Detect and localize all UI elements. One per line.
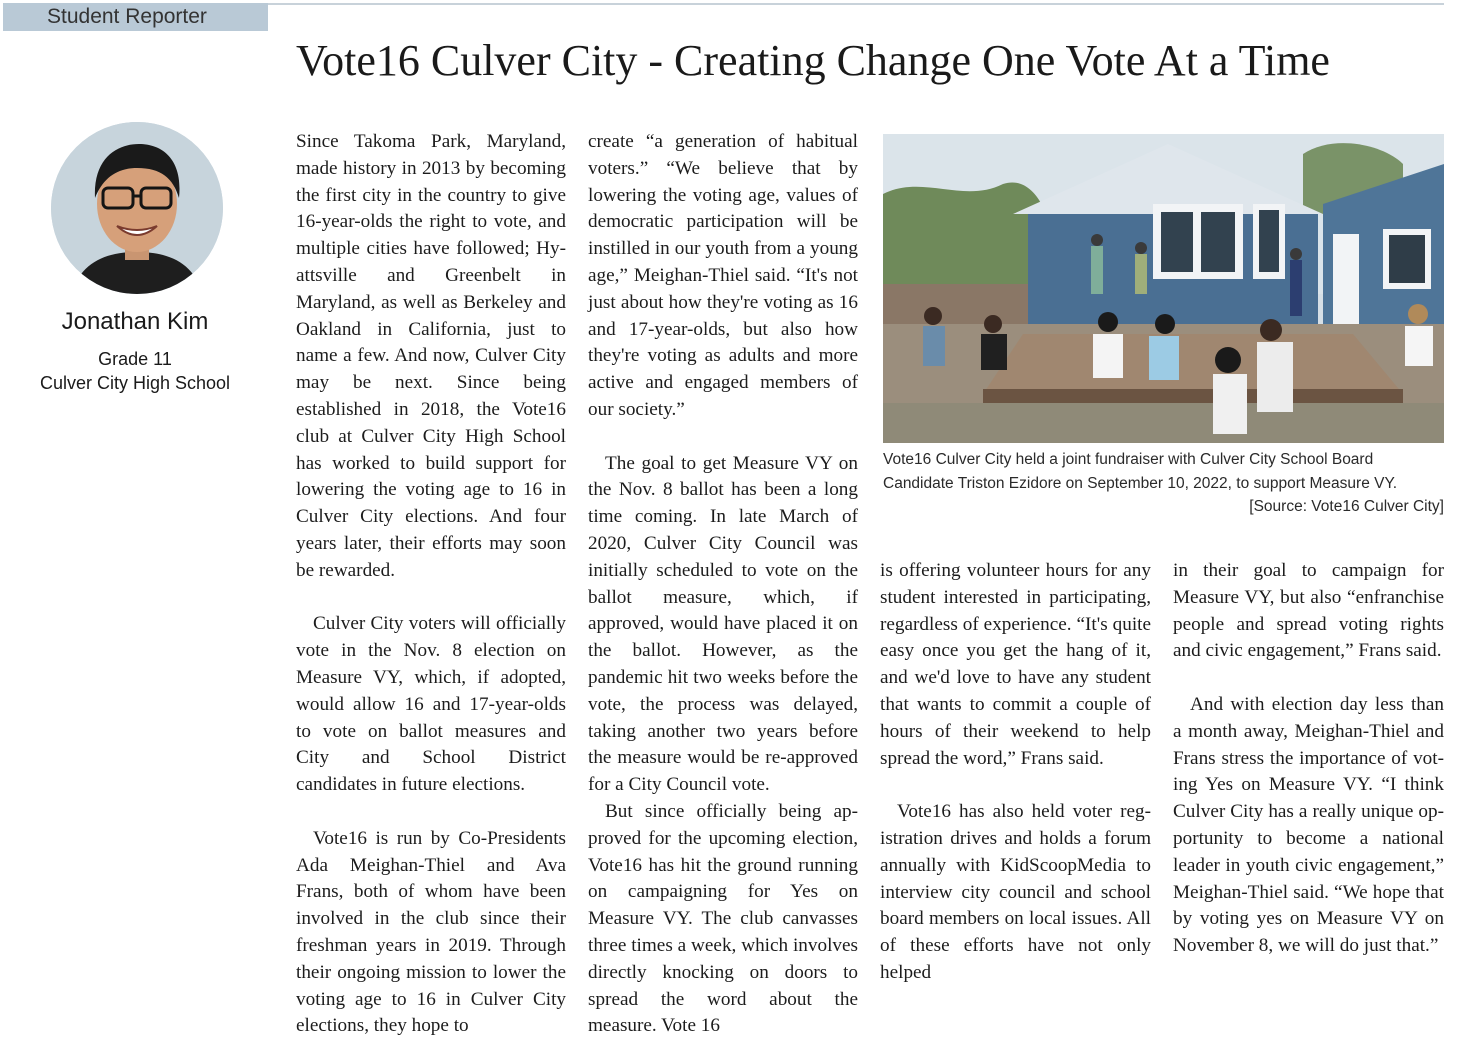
article-column-4 [1173,558,1444,960]
photo-caption: Vote16 Culver City held a joint fundraiser with Culver City School Board Candidate Triston Ezidore on September 10, 2022, to support Measure VY. [883,451,1398,492]
article-column-3 [880,558,1151,987]
article-paragraph: Vote16 has also held voter registration drives and holds a forum annually with KidScoopMedia to interview city council and school board members on local issues. All of these efforts have not only helped [880,801,1151,983]
author-grade: Grade 11 [98,349,172,369]
article-column-1 [296,129,566,1040]
article-paragraph: The goal to get Measure VY on the Nov. 8 ballot has been a long time coming. In late March of 2020, Culver City Council was initially scheduled to vote on the ballot measure, which, if approved, would have placed it on the ballot. However, as the pandemic hit two weeks before the vote, the process was delayed, taking another two years before the measure would be re-approved for a City Council vote. [588,452,858,796]
article-paragraph: Culver City voters will officially vote in the Nov. 8 election on Measure VY, which, if adopted, would allow 16 and 17-year-olds to vote on ballot measures and City and School District candidates in future elections. [296,613,566,796]
author-name: Jonathan Kim [61,308,209,335]
section-tag: Student Reporter [3,3,268,31]
author-photo [51,122,223,294]
article-paragraph: But since officially being approved for the upcoming election, Vote16 has hit the ground running on campaigning for Yes on Measure VY. The club canvasses three times a week, which involves directly knocking on doors to spread the word about the measure. Vote 16 [588,800,858,1037]
article-headline: Vote16 Culver City - Creating Change One Vote At a Time [296,36,1330,85]
article-paragraph: in their goal to campaign for Measure VY, but also “enfranchise people and spread voting rights and civic engagement,” Frans said. [1173,560,1444,662]
article-paragraph: And with election day less than a month away, Meighan-Thiel and Frans stress the importance of voting Yes on Measure VY. “I think Culver City has a really unique opportunity to become a national leader in youth civic engagement,” Meighan-Thiel said. “We hope that by voting yes on Measure VY on November 8, we will do just that.” [1173,693,1444,957]
fundraiser-photo [883,134,1444,443]
article-column-2 [588,129,858,1040]
article-paragraph: Since Takoma Park, Maryland, made history in 2013 by becoming the first city in the country to give 16-year-olds the right to vote, and multiple cities have followed; Hyattsville and Greenbelt in Maryland, as well as Berkeley and Oakland in California, just to name a few. And now, Culver City may be next. Since being established in 2018, the Vote16 club at Culver City High School has worked to build support for lowering the voting age to 16 in Culver City elections. And four years later, their efforts may soon be rewarded. [296,131,566,581]
article-paragraph: Vote16 is run by Co-Presidents Ada Meighan-Thiel and Ava Frans, both of whom have been involved in the club since their freshman years in 2019. Through their ongoing mission to lower the voting age to 16 in Culver City elections, they hope to [296,827,566,1037]
article-paragraph: create “a generation of habitual voters.” “We believe that by lowering the voting age, values of democratic participation will be instilled in our youth from a young age,” Meighan-Thiel said. “It's not just about how they're voting as 16 and 17-year-olds, but also how they're voting as adults and more active and engaged members of our society.” [588,131,858,420]
photo-source: [Source: Vote16 Culver City] [1249,498,1444,515]
author-school: Culver City High School [39,373,231,393]
article-paragraph: is offering volunteer hours for any student interested in participating, regardless of experience. “It's quite easy once you get the hang of it, and we'd love to have any student that wants to commit a couple of hours of their weekend to help spread the word,” Frans said. [880,560,1151,769]
header-rule [268,3,1444,5]
